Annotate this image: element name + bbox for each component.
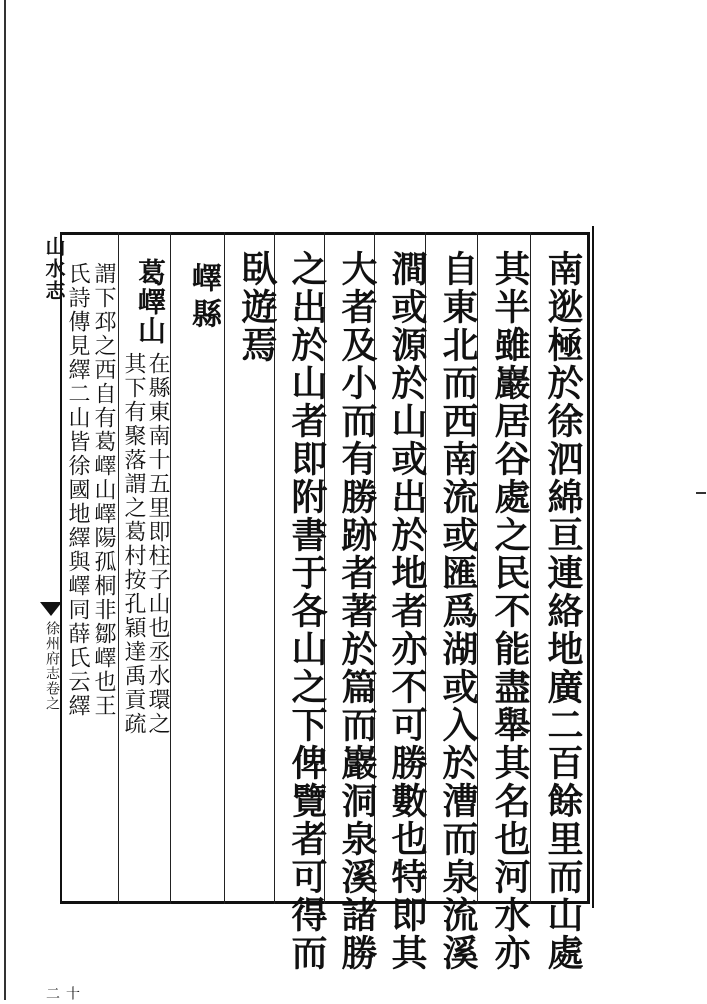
- frame-outer-rule: [592, 226, 594, 908]
- fishtail-mark-icon: [40, 602, 62, 616]
- text-column-2: 其半雖巖居谷處之民不能盡舉其名也河水亦: [489, 250, 531, 972]
- column-rule: [118, 232, 119, 904]
- text-column-3: 自東北而西南流或匯爲湖或入於漕而泉流溪: [437, 250, 479, 972]
- margin-volume-label: 徐州府志卷之: [44, 621, 60, 711]
- text-column-1: 南逖極於徐泗綿亘連絡地廣二百餘里而山處: [542, 250, 584, 972]
- section-heading: 嶧縣: [186, 262, 221, 334]
- entry-text-line-3: 謂下邳之西自有葛嶧山嶧陽孤桐非鄒嶧也王: [91, 262, 116, 718]
- page-edge-line: [4, 0, 6, 1000]
- entry-title: 葛嶧山: [134, 258, 167, 345]
- text-column-6: 之出於山者即附書于各山之下俾覽者可得而: [286, 250, 328, 972]
- margin-page-number: 十二: [44, 986, 80, 1000]
- margin-title: 山水志: [42, 236, 66, 302]
- entry-text-line-1: 在縣東南十五里即柱子山也丞水環之: [145, 352, 170, 736]
- text-column-5: 大者及小而有勝跡者著於篇而巖洞泉溪諸勝: [336, 250, 378, 972]
- scan-mark: [696, 492, 706, 494]
- entry-text-line-4: 氏詩傳見繹二山皆徐國地繹與嶧同薛氏云繹: [65, 262, 90, 718]
- text-column-7: 臥遊焉: [236, 250, 278, 364]
- text-column-4: 澗或源於山或出於地者亦不可勝數也特即其: [386, 250, 428, 972]
- column-rule: [170, 232, 171, 904]
- entry-text-line-2: 其下有聚落謂之葛村按孔穎達禹貢疏: [121, 352, 146, 736]
